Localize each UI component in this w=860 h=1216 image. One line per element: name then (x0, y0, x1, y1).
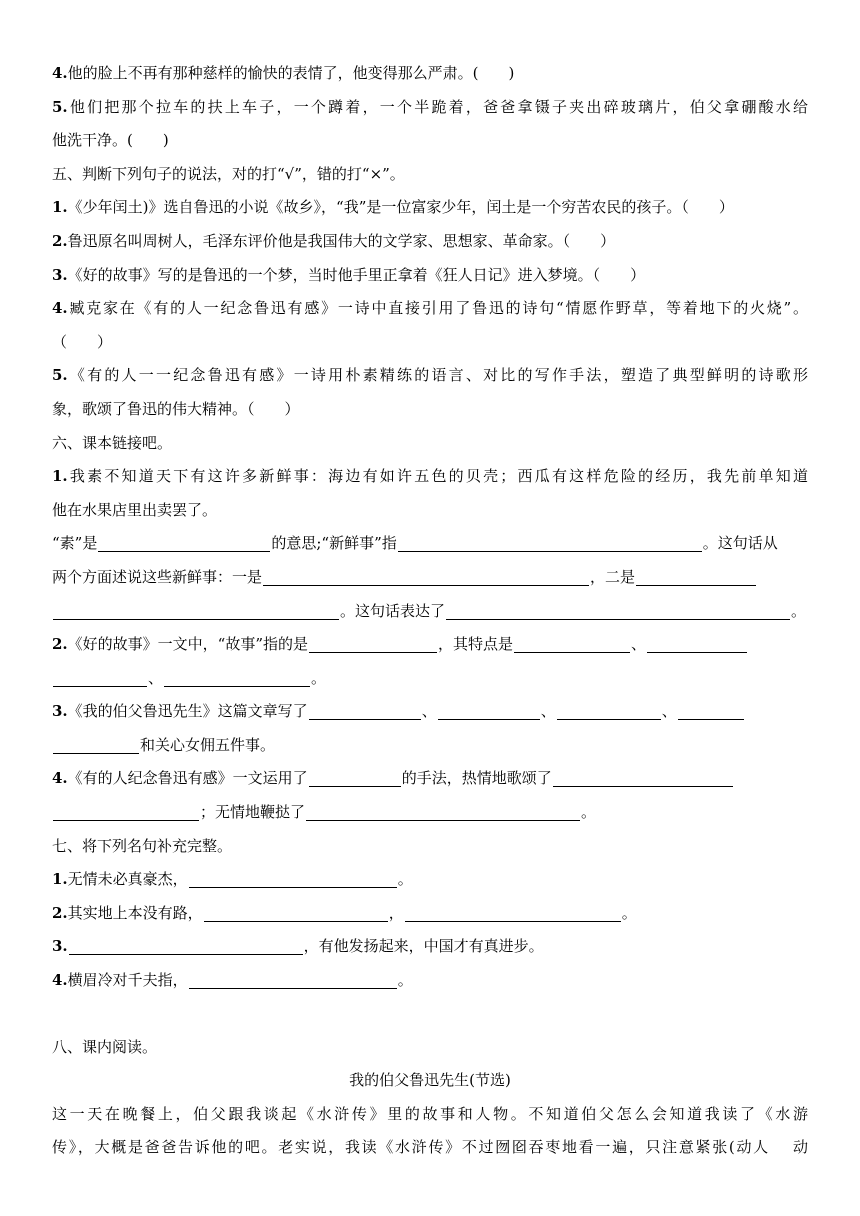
sec6-q3-num: 3. (52, 702, 68, 721)
sec5-q1-text: 《少年闰土)》选自鲁迅的小说《故乡》，“我”是一位富家少年，闰土是一个穷苦农民的孩子。（ ） (67, 198, 734, 217)
sec6-q2-line1 (52, 628, 808, 662)
sec8-passage-p1: 这一天在晚餐上，伯父跟我谈起《水浒传》里的故事和人物。不知道伯父怎么会知道我读了《水游 (52, 1104, 808, 1123)
sec6-q1-end3: 。 (791, 601, 807, 620)
sec6-q4-line2 (52, 796, 808, 830)
sec7-q3-blank[interactable] (69, 953, 303, 955)
sec6-q2-num: 2. (52, 635, 68, 654)
sec6-q3-blank-2[interactable] (438, 718, 540, 720)
sec5-q4-line2 (52, 326, 808, 360)
sec8-heading: 八、课内阅读。 (52, 1037, 158, 1056)
sec6-q4-blank-shoufa[interactable] (309, 785, 401, 787)
sec6-q1-biao-label: 。这句话表达了 (340, 601, 446, 620)
sec4-q5-num: 5. (52, 97, 68, 116)
sec6-heading: 六、课本链接吧。 (52, 433, 173, 452)
sec6-q2-blank-tedian2[interactable] (647, 651, 747, 653)
sec6-q2-blank-tedian1[interactable] (514, 651, 630, 653)
sec5-q5-line1 (52, 359, 808, 393)
sec6-q4-blank-gesong-b[interactable] (53, 819, 199, 821)
sec7-q2-num: 2. (52, 903, 68, 922)
sec7-q3-text: ，有他发扬起来，中国才有真进步。 (303, 937, 544, 956)
sec6-q1-text1: 我素不知道天下有这许多新鲜事：海边有如许五色的贝壳；西瓜有这样危险的经历，我先前单知道 (67, 467, 808, 486)
sec5-q4-num: 4. (52, 299, 68, 318)
sec6-q4-blank-biantai[interactable] (306, 819, 580, 821)
sec4-q4 (52, 57, 808, 91)
sec5-q4-text2: （ ） (52, 332, 113, 351)
sec6-q4-num: 4. (52, 769, 68, 788)
sec6-q2-blank-tedian3[interactable] (53, 685, 147, 687)
sec5-heading: 五、判断下列句子的说法，对的打“√”，错的打“×”。 (52, 164, 405, 183)
sec6-q3-blank-4a[interactable] (678, 718, 744, 720)
sec7-q4-num: 4. (52, 971, 68, 990)
sec6-q3-line2 (52, 729, 808, 763)
sec6-q3-dun3: 、 (661, 702, 677, 721)
sec6-q3-blank-4b[interactable] (53, 752, 139, 754)
sec4-q4-num: 4. (52, 64, 68, 82)
sec4-q5-line2 (52, 124, 808, 158)
sec6-q2-text1: 《好的故事》一文中，“故事”指的是 (67, 635, 309, 654)
sec7-q1-num: 1. (52, 870, 68, 889)
sec6-q4-line1 (52, 762, 808, 796)
sec6-q2-blank-tedian4[interactable] (164, 685, 310, 687)
sec6-q3-blank-3[interactable] (557, 718, 661, 720)
sec6-q2-dun1: 、 (631, 635, 647, 654)
sec6-q1-blank-yi[interactable] (263, 584, 589, 586)
sec6-q2-blank-gushi[interactable] (309, 651, 437, 653)
sec6-q1-meaning-label: 的意思;“新鲜事”指 (271, 534, 397, 553)
sec6-q4-text1: 《有的人纪念鲁迅有感》一文运用了 (67, 769, 308, 788)
sec4-q5-text2: 他洗干净。( ) (52, 131, 169, 150)
sec4-q4-text: 他的脸上不再有那种慈样的愉快的表情了，他变得那么严肃。( ) (67, 64, 515, 82)
sec5-q1 (52, 191, 808, 225)
sec5-q3-text: 《好的故事》写的是鲁迅的一个梦，当时他手里正拿着《狂人日记》进入梦境。（ ） (67, 265, 646, 284)
sec6-q1-su-label: “素”是 (52, 534, 98, 553)
sec6-q3-text2: 和关心女佣五件事。 (140, 735, 276, 754)
sec7-q4-text: 横眉冷对千夫指， (67, 971, 188, 990)
sec5-q5-text1: 《有的人一一纪念鲁迅有感》一诗用朴素精练的语言、对比的写作手法，塑造了典型鲜明的诗歌形 (67, 366, 808, 385)
sec6-q4-text2: 的手法，热情地歌颂了 (401, 769, 552, 788)
sec7-q4 (52, 964, 808, 998)
sec6-q1-fill3 (52, 595, 808, 629)
sec5-q2-num: 2. (52, 231, 68, 250)
sec7-q1-end: 。 (397, 870, 413, 889)
sec6-q3-dun1: 、 (421, 702, 437, 721)
sec7-q2-blank-1[interactable] (204, 920, 388, 922)
sec6-q1-blank-su[interactable] (98, 550, 270, 552)
sec6-q2-text2: ，其特点是 (438, 635, 514, 654)
sec6-q1-line2 (52, 494, 808, 528)
sec7-q2-text: 其实地上本没有路， (67, 903, 203, 922)
sec6-q1-text2: 他在水果店里出卖罢了。 (52, 500, 218, 519)
sec6-q1-er-label: ，二是 (590, 567, 636, 586)
sec6-q1-blank-xinxianshi[interactable] (398, 550, 702, 552)
sec6-q3-text1: 《我的伯父鲁迅先生》这篇文章写了 (67, 702, 308, 721)
sec7-q4-end: 。 (397, 971, 413, 990)
sec7-q2-blank-2[interactable] (405, 920, 621, 922)
sec6-q1-two-label: 两个方面述说这些新鲜事：一是 (52, 567, 263, 586)
sec6-q3-blank-1[interactable] (309, 718, 421, 720)
sec6-q1-line1 (52, 460, 808, 494)
sec5-q5-text2: 象，歌颂了鲁迅的伟大精神。（ ） (52, 399, 300, 418)
sec5-q3-num: 3. (52, 265, 68, 284)
sec5-q2 (52, 225, 808, 259)
sec7-q2-end: 。 (621, 903, 637, 922)
sec7-q4-blank[interactable] (189, 987, 397, 989)
sec7-q1-blank[interactable] (189, 886, 397, 888)
sec6-q2-dun2: 、 (148, 668, 164, 687)
sec6-q2-line2 (52, 662, 808, 696)
sec7-q1 (52, 863, 808, 897)
sec5-q5-line2 (52, 393, 808, 427)
sec6-q4-text3: ；无情地鞭挞了 (200, 803, 306, 822)
sec6-q1-fill1 (52, 527, 808, 561)
sec5-q5-num: 5. (52, 366, 68, 385)
section-spacer (52, 998, 808, 1031)
sec4-q5-line1 (52, 91, 808, 125)
sec5-q1-num: 1. (52, 198, 68, 217)
sec6-q3-line1 (52, 695, 808, 729)
sec4-q5-text1: 他们把那个拉车的扶上车子，一个蹲着，一个半跪着，爸爸拿镊子夹出碎玻璃片，伯父拿硼酸水给 (67, 97, 808, 116)
sec8-passage-p2: 传》，大概是爸爸告诉他的吧。老实说，我读《水浒传》不过囫囵吞枣地看一遍，只注意紧张(动人 动 (52, 1138, 808, 1157)
sec6-q1-blank-biao[interactable] (446, 618, 790, 620)
sec6-q1-num: 1. (52, 467, 68, 486)
sec6-q1-end1: 。这句话从 (702, 534, 778, 553)
sec7-q3-num: 3. (52, 937, 68, 956)
sec6-q2-end: 。 (311, 668, 327, 687)
sec7-q1-text: 无情未必真豪杰， (67, 870, 188, 889)
sec6-q1-fill2 (52, 561, 808, 595)
sec6-q3-dun2: 、 (540, 702, 556, 721)
sec5-q4-text1: 臧克家在《有的人一纪念鲁迅有感》一诗中直接引用了鲁迅的诗句“情愿作野草，等着地下的火烧”。 (67, 299, 808, 318)
sec6-q4-blank-gesong-a[interactable] (553, 785, 733, 787)
sec7-q3 (52, 930, 808, 964)
sec6-q4-end: 。 (581, 803, 597, 822)
sec8-passage-title: 我的伯父鲁迅先生(节选) (349, 1071, 511, 1090)
sec5-q4-line1 (52, 292, 808, 326)
sec7-q2 (52, 897, 808, 931)
sec7-heading: 七、将下列名句补充完整。 (52, 836, 233, 855)
sec6-q1-blank-er-b[interactable] (53, 618, 339, 620)
sec6-q1-blank-er-a[interactable] (636, 584, 756, 586)
sec5-q2-text: 鲁迅原名叫周树人，毛泽东评价他是我国伟大的文学家、思想家、革命家。（ ） (67, 231, 616, 250)
sec5-q3 (52, 259, 808, 293)
sec7-q2-comma: ， (388, 903, 404, 922)
